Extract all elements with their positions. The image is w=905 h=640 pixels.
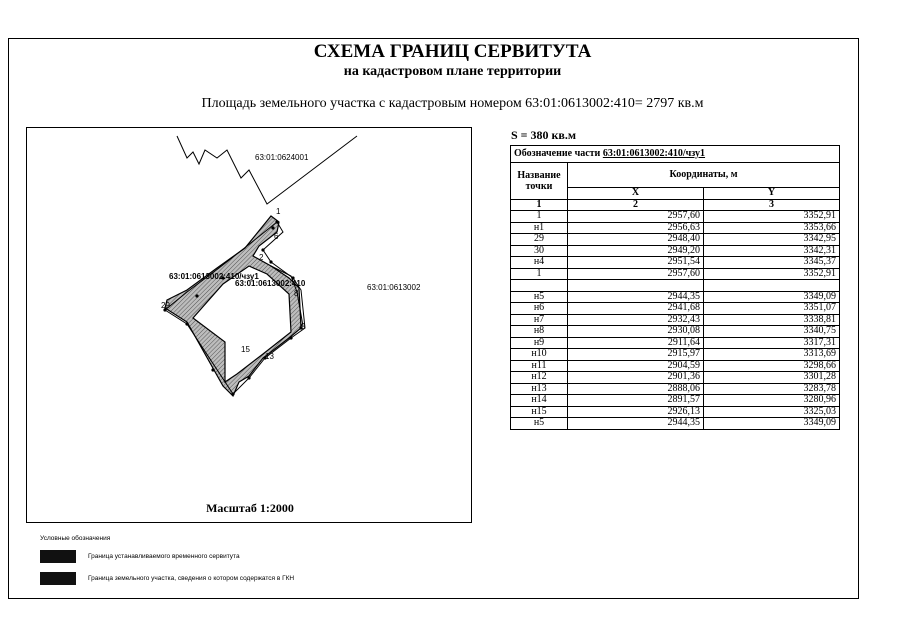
table-row: [511, 245, 840, 257]
cell-x: 2904,59: [568, 360, 704, 372]
cell-y: 3351,07: [703, 303, 839, 315]
column-number-row: [511, 199, 840, 211]
legend-text-parcel: Граница земельного участка, сведения о котором содержатся в ГКН: [88, 574, 295, 582]
part-label: Обозначение части: [514, 147, 601, 159]
table-row: [511, 303, 840, 315]
table-row: [511, 291, 840, 303]
cell-x: 2930,08: [568, 326, 704, 338]
cell-y: 3325,03: [703, 406, 839, 418]
col-num-2: 2: [568, 199, 704, 211]
label-point-2: 2: [259, 253, 264, 262]
col-coordinates: Координаты, м: [568, 163, 840, 188]
label-point-8: 8: [294, 289, 299, 298]
label-parcel: 63:01:0613002:410: [235, 279, 306, 288]
cell-x: [568, 280, 704, 292]
label-point-29: 29: [161, 301, 170, 310]
cell-pt: [511, 280, 568, 292]
label-point-13: 13: [265, 352, 274, 361]
cell-y: 3313,69: [703, 349, 839, 361]
cell-x: 2949,20: [568, 245, 704, 257]
cell-y: [703, 280, 839, 292]
table-row: [511, 234, 840, 246]
legend-text-servitude: Граница устанавливаемого временного сервитута: [88, 552, 240, 560]
table-row: [511, 222, 840, 234]
part-id: 63:01:0613002:410/чзу1: [602, 147, 706, 159]
cell-y: 3352,91: [703, 211, 839, 223]
cell-pt: н15: [511, 406, 568, 418]
cell-y: 3345,37: [703, 257, 839, 269]
legend-title: Условные обозначения: [40, 535, 111, 542]
col-point-name: Название точки: [511, 163, 568, 200]
cell-x: 2951,54: [568, 257, 704, 269]
col-num-3: 3: [703, 199, 839, 211]
label-point-6: 6: [274, 232, 279, 241]
cell-x: 2926,13: [568, 406, 704, 418]
cell-pt: 1: [511, 211, 568, 223]
legend-item-parcel: [40, 571, 294, 585]
coordinates-table: [510, 145, 840, 430]
table-row: [511, 372, 840, 384]
cell-y: 3298,66: [703, 360, 839, 372]
parcel-area-line: Площадь земельного участка с кадастровым номером 63:01:0613002:410= 2797 кв.м: [201, 96, 704, 111]
cell-y: 3280,96: [703, 395, 839, 407]
column-header-row: [511, 163, 840, 188]
col-x: X: [568, 188, 704, 200]
cadastral-map: [26, 127, 472, 523]
cell-y: 3342,31: [703, 245, 839, 257]
table-row: [511, 268, 840, 280]
table-row: [511, 349, 840, 361]
label-block-east: 63:01:0613002: [367, 283, 421, 292]
label-servitude-part: 63:01:0613002:410/чзу1: [169, 272, 259, 281]
table-row: [511, 211, 840, 223]
cell-pt: н11: [511, 360, 568, 372]
cell-y: 3338,81: [703, 314, 839, 326]
cell-x: 2911,64: [568, 337, 704, 349]
cell-x: 2915,97: [568, 349, 704, 361]
coordinate-rows: [511, 211, 840, 430]
cell-pt: н6: [511, 303, 568, 315]
table-row: [511, 418, 840, 430]
label-point-15: 15: [241, 345, 250, 354]
cell-x: 2932,43: [568, 314, 704, 326]
cell-pt: н7: [511, 314, 568, 326]
cell-pt: н4: [511, 257, 568, 269]
table-row: [511, 360, 840, 372]
cell-y: 3317,31: [703, 337, 839, 349]
cell-pt: н5: [511, 418, 568, 430]
cell-y: 3352,91: [703, 268, 839, 280]
cell-pt: 30: [511, 245, 568, 257]
legend-swatch-servitude: [40, 550, 76, 563]
map-scale: Масштаб 1:2000: [206, 501, 294, 515]
cell-pt: н1: [511, 222, 568, 234]
cell-x: 2944,35: [568, 418, 704, 430]
cell-pt: н12: [511, 372, 568, 384]
table-row: [511, 383, 840, 395]
cell-pt: н14: [511, 395, 568, 407]
servitude-area-value: S = 380 кв.м: [511, 128, 577, 142]
map-drawing: [27, 128, 473, 524]
cell-x: 2948,40: [568, 234, 704, 246]
table-row: [511, 280, 840, 292]
cell-pt: 1: [511, 268, 568, 280]
col-y: Y: [703, 188, 839, 200]
page-subtitle: на кадастровом плане территории: [343, 64, 562, 79]
label-block-north: 63:01:0624001: [255, 153, 309, 162]
table-row: [511, 406, 840, 418]
cell-y: 3340,75: [703, 326, 839, 338]
cell-y: 3353,66: [703, 222, 839, 234]
cell-x: 2941,68: [568, 303, 704, 315]
cell-y: 3342,95: [703, 234, 839, 246]
label-point-9: 9: [301, 322, 306, 331]
cell-x: 2957,60: [568, 268, 704, 280]
part-header-row: [511, 146, 840, 163]
col-num-1: 1: [511, 199, 568, 211]
servitude-area: [165, 216, 301, 396]
page-title: СХЕМА ГРАНИЦ СЕРВИТУТА: [313, 41, 592, 62]
part-designation: [511, 146, 840, 163]
cell-pt: н5: [511, 291, 568, 303]
cell-y: 3349,09: [703, 291, 839, 303]
cell-x: 2956,63: [568, 222, 704, 234]
cell-y: 3301,28: [703, 372, 839, 384]
cell-pt: н8: [511, 326, 568, 338]
cell-pt: н10: [511, 349, 568, 361]
cell-pt: 29: [511, 234, 568, 246]
table-row: [511, 337, 840, 349]
cell-x: 2944,35: [568, 291, 704, 303]
table-row: [511, 395, 840, 407]
label-point-1: 1: [276, 207, 281, 216]
legend-swatch-parcel: [40, 572, 76, 585]
table-row: [511, 326, 840, 338]
cell-x: 2888,06: [568, 383, 704, 395]
table-row: [511, 314, 840, 326]
cell-x: 2957,60: [568, 211, 704, 223]
cell-pt: н13: [511, 383, 568, 395]
cell-x: 2901,36: [568, 372, 704, 384]
cell-pt: н9: [511, 337, 568, 349]
table-row: [511, 257, 840, 269]
cell-x: 2891,57: [568, 395, 704, 407]
legend-item-servitude: [40, 549, 240, 563]
block-boundary-north: [177, 136, 357, 204]
cell-y: 3349,09: [703, 418, 839, 430]
cell-y: 3283,78: [703, 383, 839, 395]
